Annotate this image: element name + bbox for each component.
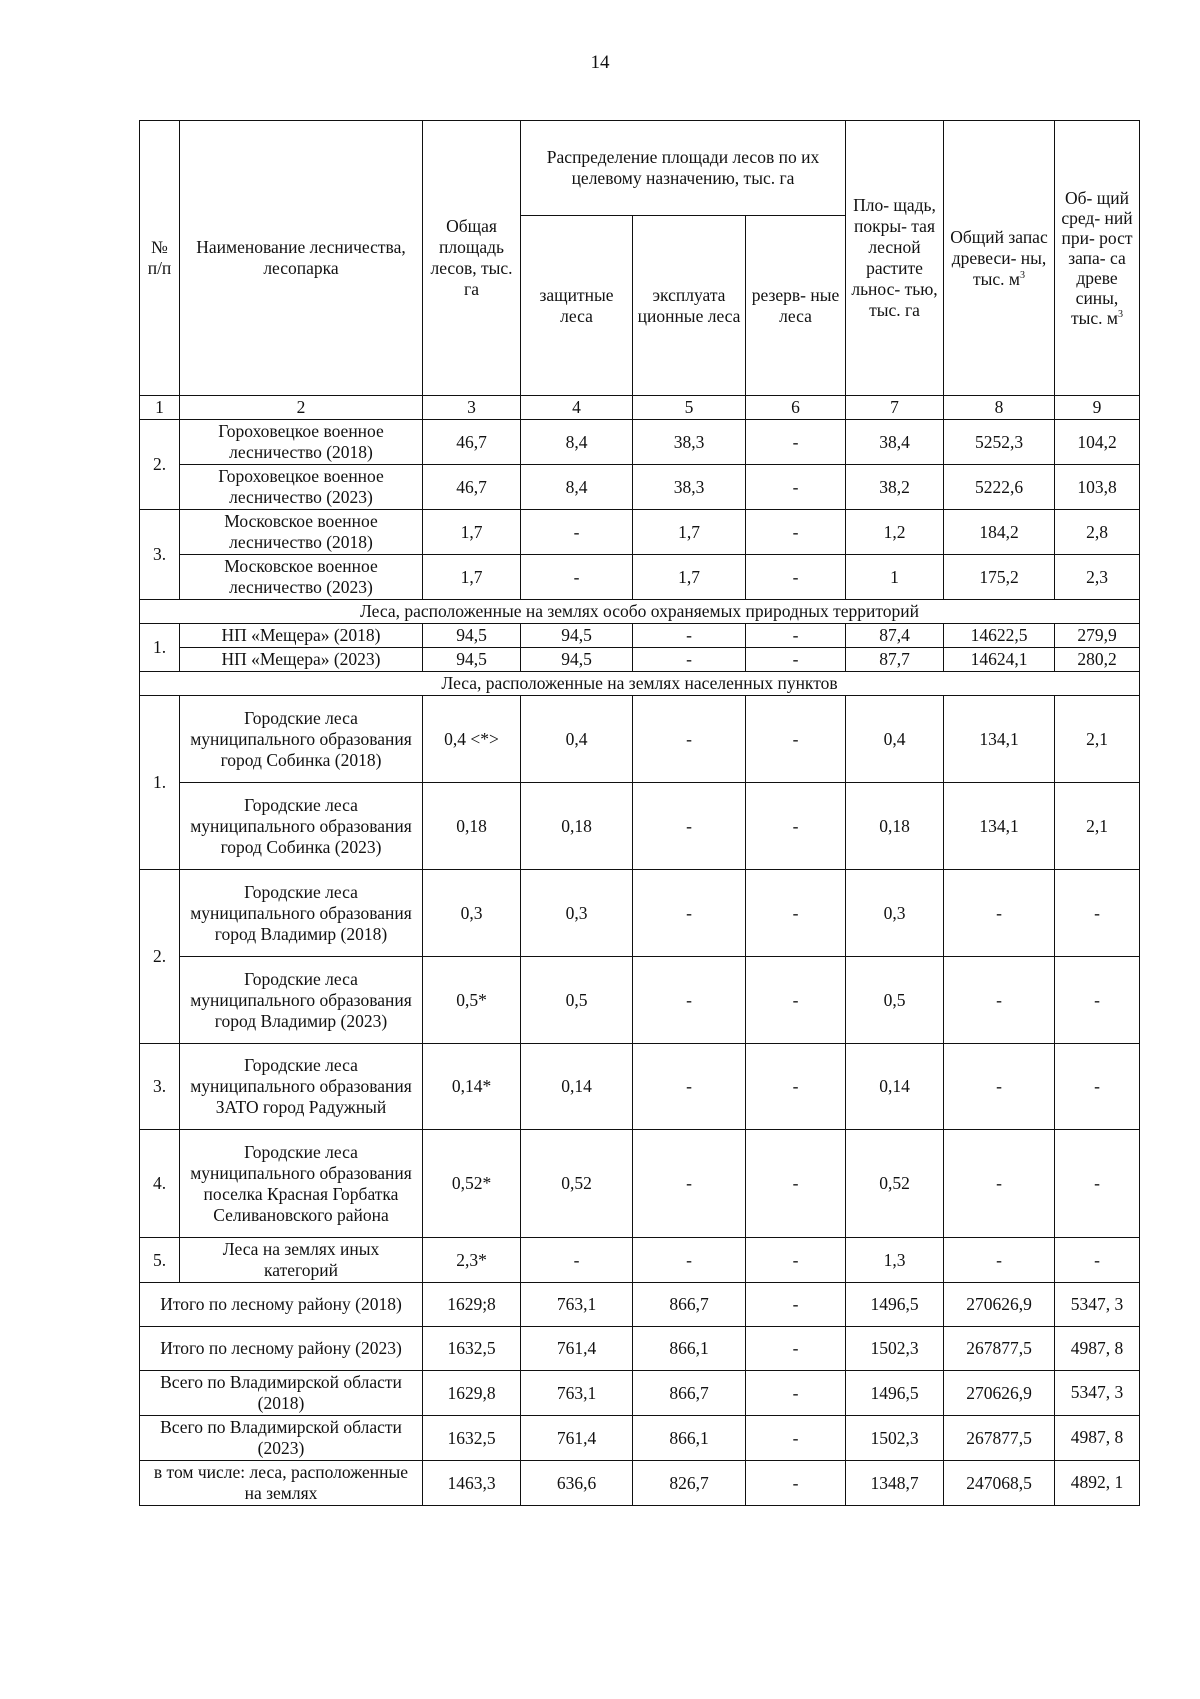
forestry-name: Городские леса муниципального образования город Собинка (2023) — [180, 783, 423, 870]
value-cell: 279,9 — [1055, 624, 1140, 648]
value-cell: - — [746, 783, 846, 870]
value-cell: 1,7 — [423, 510, 521, 555]
col-number: 4 — [521, 396, 633, 420]
forestry-name: Городские леса муниципального образования ЗАТО город Радужный — [180, 1044, 423, 1130]
forest-table — [139, 120, 1140, 1506]
value-cell: - — [944, 1044, 1055, 1130]
forestry-name: Гороховецкое военное лесничество (2018) — [180, 420, 423, 465]
value-cell: 0,4 — [846, 696, 944, 783]
value-cell: 8,4 — [521, 420, 633, 465]
value-cell: 1,3 — [846, 1238, 944, 1283]
forestry-name: Городские леса муниципального образования город Владимир (2018) — [180, 870, 423, 957]
value-cell: 1,7 — [633, 510, 746, 555]
value-cell: 0,3 — [423, 870, 521, 957]
total-value: - — [746, 1371, 846, 1416]
total-row — [140, 1283, 1140, 1327]
total-value: 1629,8 — [423, 1371, 521, 1416]
row-number: 3. — [140, 1044, 180, 1130]
value-cell: - — [521, 555, 633, 600]
value-cell: 184,2 — [944, 510, 1055, 555]
value-cell: 104,2 — [1055, 420, 1140, 465]
value-cell: 46,7 — [423, 420, 521, 465]
total-label: Всего по Владимирской области (2018) — [140, 1371, 423, 1416]
col-number: 9 — [1055, 396, 1140, 420]
table-row — [140, 783, 1140, 870]
total-value: 1496,5 — [846, 1283, 944, 1327]
value-cell: 87,4 — [846, 624, 944, 648]
row-number: 2. — [140, 420, 180, 510]
value-cell: 0,52* — [423, 1130, 521, 1238]
col-number: 8 — [944, 396, 1055, 420]
value-cell: - — [521, 1238, 633, 1283]
total-value: 1348,7 — [846, 1461, 944, 1506]
total-value: 761,4 — [521, 1416, 633, 1461]
forestry-name: Городские леса муниципального образования поселка Красная Горбатка Селивановского района — [180, 1130, 423, 1238]
value-cell: 0,4 <*> — [423, 696, 521, 783]
value-cell: - — [633, 1044, 746, 1130]
value-cell: 14624,1 — [944, 648, 1055, 672]
value-cell: 38,4 — [846, 420, 944, 465]
total-value: 826,7 — [633, 1461, 746, 1506]
total-value: 4987, 8 — [1055, 1327, 1140, 1371]
value-cell: 0,14* — [423, 1044, 521, 1130]
header-total-area: Общая площадь лесов, тыс. га — [423, 121, 521, 396]
section-row-settlements — [140, 672, 1140, 696]
value-cell: 0,5* — [423, 957, 521, 1044]
total-value: 267877,5 — [944, 1416, 1055, 1461]
value-cell: 1 — [846, 555, 944, 600]
header-row-1 — [140, 121, 1140, 216]
header-name: Наименование лесничества, лесопарка — [180, 121, 423, 396]
col-number: 7 — [846, 396, 944, 420]
value-cell: 87,7 — [846, 648, 944, 672]
value-cell: 94,5 — [521, 624, 633, 648]
value-cell: 1,7 — [423, 555, 521, 600]
value-cell: - — [746, 648, 846, 672]
row-number: 1. — [140, 696, 180, 870]
value-cell: - — [746, 1044, 846, 1130]
value-cell: 2,3* — [423, 1238, 521, 1283]
value-cell: 5222,6 — [944, 465, 1055, 510]
total-value: 5347, 3 — [1055, 1283, 1140, 1327]
value-cell: 94,5 — [423, 648, 521, 672]
table-row — [140, 624, 1140, 648]
total-label: Итого по лесному району (2023) — [140, 1327, 423, 1371]
value-cell: 8,4 — [521, 465, 633, 510]
value-cell: - — [633, 696, 746, 783]
header-wood-stock: Общий запас древеси- ны, тыс. $м^3$ — [944, 121, 1055, 396]
value-cell: - — [633, 624, 746, 648]
forestry-name: Гороховецкое военное лесничество (2023) — [180, 465, 423, 510]
row-number: 2. — [140, 870, 180, 1044]
col-number: 1 — [140, 396, 180, 420]
value-cell: - — [1055, 1044, 1140, 1130]
section-row-oopt — [140, 600, 1140, 624]
value-cell: - — [746, 510, 846, 555]
total-label: Итого по лесному району (2018) — [140, 1283, 423, 1327]
table-row — [140, 696, 1140, 783]
total-value: 866,1 — [633, 1327, 746, 1371]
value-cell: 0,5 — [846, 957, 944, 1044]
total-value: - — [746, 1416, 846, 1461]
value-cell: 14622,5 — [944, 624, 1055, 648]
value-cell: - — [1055, 1130, 1140, 1238]
total-row — [140, 1461, 1140, 1506]
total-value: 1463,3 — [423, 1461, 521, 1506]
value-cell: 2,3 — [1055, 555, 1140, 600]
total-value: 763,1 — [521, 1283, 633, 1327]
value-cell: - — [633, 870, 746, 957]
total-label: Всего по Владимирской области (2023) — [140, 1416, 423, 1461]
value-cell: 0,52 — [846, 1130, 944, 1238]
value-cell: 38,3 — [633, 465, 746, 510]
header-covered-area: Пло- щадь, покры- тая лесной растите льнос- тью, тыс. га — [846, 121, 944, 396]
value-cell: 0,3 — [521, 870, 633, 957]
total-value: 4892, 1 — [1055, 1461, 1140, 1506]
section-title: Леса, расположенные на землях населенных пунктов — [140, 672, 1140, 696]
value-cell: 38,2 — [846, 465, 944, 510]
total-value: 267877,5 — [944, 1327, 1055, 1371]
total-value: 247068,5 — [944, 1461, 1055, 1506]
value-cell: 5252,3 — [944, 420, 1055, 465]
table-row — [140, 420, 1140, 465]
value-cell: 46,7 — [423, 465, 521, 510]
col-number: 3 — [423, 396, 521, 420]
value-cell: 1,7 — [633, 555, 746, 600]
value-cell: - — [633, 1130, 746, 1238]
value-cell: 0,52 — [521, 1130, 633, 1238]
value-cell: - — [944, 1130, 1055, 1238]
value-cell: - — [633, 783, 746, 870]
total-value: 1502,3 — [846, 1327, 944, 1371]
value-cell: - — [633, 648, 746, 672]
total-value: 1629;8 — [423, 1283, 521, 1327]
value-cell: - — [944, 1238, 1055, 1283]
value-cell: - — [746, 870, 846, 957]
forestry-name: Московское военное лесничество (2023) — [180, 555, 423, 600]
table-row — [140, 1238, 1140, 1283]
forestry-name: Леса на землях иных категорий — [180, 1238, 423, 1283]
total-value: 763,1 — [521, 1371, 633, 1416]
header-protective: защитные леса — [521, 216, 633, 396]
total-value: 761,4 — [521, 1327, 633, 1371]
col-number: 6 — [746, 396, 846, 420]
total-value: 4987, 8 — [1055, 1416, 1140, 1461]
col-number: 5 — [633, 396, 746, 420]
value-cell: - — [746, 555, 846, 600]
value-cell: - — [1055, 957, 1140, 1044]
value-cell: 38,3 — [633, 420, 746, 465]
table-row — [140, 1130, 1140, 1238]
value-cell: 175,2 — [944, 555, 1055, 600]
row-number: 3. — [140, 510, 180, 600]
value-cell: - — [944, 957, 1055, 1044]
table-row — [140, 1044, 1140, 1130]
forestry-name: Городские леса муниципального образования город Владимир (2023) — [180, 957, 423, 1044]
header-growth: Об- щий сред- ний при- рост запа- са древе сины, тыс. $м^3$ — [1055, 121, 1140, 396]
value-cell: 134,1 — [944, 783, 1055, 870]
row-number: 5. — [140, 1238, 180, 1283]
value-cell: 1,2 — [846, 510, 944, 555]
row-number: 4. — [140, 1130, 180, 1238]
value-cell: 2,1 — [1055, 696, 1140, 783]
value-cell: 103,8 — [1055, 465, 1140, 510]
total-value: 1502,3 — [846, 1416, 944, 1461]
table-row — [140, 648, 1140, 672]
value-cell: 0,18 — [521, 783, 633, 870]
total-value: 5347, 3 — [1055, 1371, 1140, 1416]
forestry-name: Городские леса муниципального образования город Собинка (2018) — [180, 696, 423, 783]
value-cell: - — [1055, 1238, 1140, 1283]
value-cell: - — [746, 696, 846, 783]
total-label: в том числе: леса, расположенные на землях — [140, 1461, 423, 1506]
value-cell: - — [746, 465, 846, 510]
row-number: 1. — [140, 624, 180, 672]
forestry-name: НП «Мещера» (2023) — [180, 648, 423, 672]
value-cell: - — [746, 624, 846, 648]
total-value: - — [746, 1461, 846, 1506]
value-cell: - — [633, 957, 746, 1044]
value-cell: - — [1055, 870, 1140, 957]
total-value: 270626,9 — [944, 1371, 1055, 1416]
value-cell: 94,5 — [521, 648, 633, 672]
total-value: 270626,9 — [944, 1283, 1055, 1327]
value-cell: 0,18 — [423, 783, 521, 870]
total-value: 1496,5 — [846, 1371, 944, 1416]
total-value: 866,1 — [633, 1416, 746, 1461]
total-value: 636,6 — [521, 1461, 633, 1506]
total-value: - — [746, 1283, 846, 1327]
value-cell: 2,8 — [1055, 510, 1140, 555]
total-row — [140, 1327, 1140, 1371]
table-row — [140, 465, 1140, 510]
value-cell: - — [633, 1238, 746, 1283]
column-numbers-row — [140, 396, 1140, 420]
table-row — [140, 957, 1140, 1044]
value-cell: 0,14 — [846, 1044, 944, 1130]
table-row — [140, 510, 1140, 555]
value-cell: 0,14 — [521, 1044, 633, 1130]
total-value: 1632,5 — [423, 1327, 521, 1371]
value-cell: - — [746, 420, 846, 465]
forestry-name: НП «Мещера» (2018) — [180, 624, 423, 648]
total-row — [140, 1371, 1140, 1416]
col-number: 2 — [180, 396, 423, 420]
value-cell: 94,5 — [423, 624, 521, 648]
value-cell: 0,3 — [846, 870, 944, 957]
value-cell: - — [746, 1130, 846, 1238]
total-value: 866,7 — [633, 1283, 746, 1327]
total-value: 1632,5 — [423, 1416, 521, 1461]
value-cell: 2,1 — [1055, 783, 1140, 870]
total-row — [140, 1416, 1140, 1461]
value-cell: 134,1 — [944, 696, 1055, 783]
value-cell: 280,2 — [1055, 648, 1140, 672]
page-number: 14 — [590, 52, 610, 73]
table-row — [140, 870, 1140, 957]
forestry-name: Московское военное лесничество (2018) — [180, 510, 423, 555]
total-value: 866,7 — [633, 1371, 746, 1416]
value-cell: 0,5 — [521, 957, 633, 1044]
table-row — [140, 555, 1140, 600]
header-exploitation: эксплуата ционные леса — [633, 216, 746, 396]
value-cell: - — [746, 1238, 846, 1283]
value-cell: 0,18 — [846, 783, 944, 870]
header-reserve: резерв- ные леса — [746, 216, 846, 396]
value-cell: - — [944, 870, 1055, 957]
total-value: - — [746, 1327, 846, 1371]
header-num: № п/п — [140, 121, 180, 396]
value-cell: - — [746, 957, 846, 1044]
section-title: Леса, расположенные на землях особо охраняемых природных территорий — [140, 600, 1140, 624]
value-cell: - — [521, 510, 633, 555]
header-distribution: Распределение площади лесов по их целевому назначению, тыс. га — [521, 121, 846, 216]
value-cell: 0,4 — [521, 696, 633, 783]
